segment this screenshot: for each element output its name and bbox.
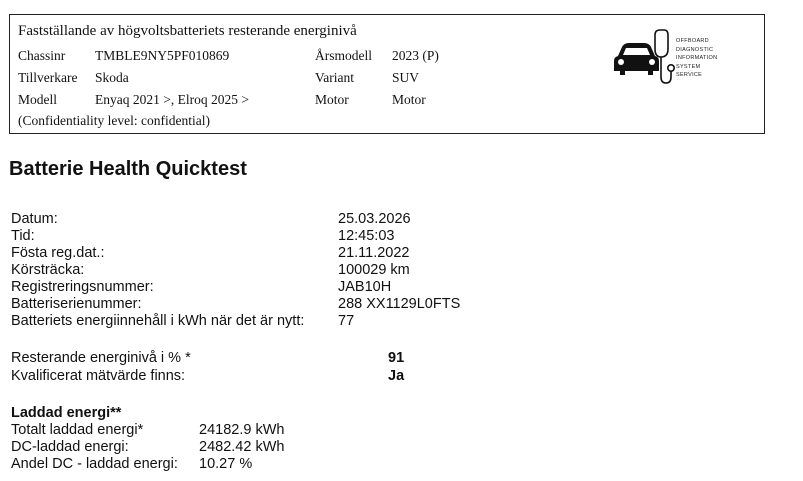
report-title: Batterie Health Quicktest	[9, 158, 247, 180]
logo-text: OFFBOARD DIAGNOSTIC INFORMATION SYSTEM SERVICE	[676, 38, 718, 78]
model-value: Enyaq 2021 >, Elroq 2025 >	[95, 92, 249, 107]
total-charged-label: Totalt laddad energi*	[11, 422, 144, 438]
dc-share-label: Andel DC - laddad energi:	[11, 456, 178, 472]
car-stethoscope-icon	[608, 27, 678, 89]
engine-value: Motor	[392, 92, 426, 107]
first-reg-label: Fösta reg.dat.:	[11, 245, 105, 261]
model-year-label: Årsmodell	[315, 48, 372, 63]
capacity-label: Batteriets energiinnehåll i kWh när det är nytt:	[11, 313, 305, 329]
time-value: 12:45:03	[338, 228, 395, 244]
battery-serial-value: 288 XX1129L0FTS	[338, 296, 461, 312]
date-value: 25.03.2026	[338, 211, 411, 227]
maker-label: Tillverkare	[18, 70, 78, 85]
registration-value: JAB10H	[338, 279, 392, 295]
engine-label: Motor	[315, 92, 349, 107]
odis-logo	[608, 27, 738, 97]
model-label: Modell	[18, 92, 57, 107]
remaining-value: 91	[388, 350, 405, 366]
qualified-label: Kvalificerat mätvärde finns:	[11, 368, 186, 384]
dc-share-value: 10.27 %	[199, 456, 253, 472]
battery-serial-label: Batteriserienummer:	[11, 296, 142, 312]
mileage-value: 100029 km	[338, 262, 410, 278]
mileage-label: Körsträcka:	[11, 262, 85, 278]
dc-charged-label: DC-laddad energi:	[11, 439, 129, 455]
date-label: Datum:	[11, 211, 58, 227]
chassis-value: TMBLE9NY5PF010869	[95, 48, 230, 63]
registration-label: Registreringsnummer:	[11, 279, 154, 295]
first-reg-value: 21.11.2022	[338, 245, 410, 261]
model-year-value: 2023 (P)	[392, 48, 439, 63]
maker-value: Skoda	[95, 70, 129, 85]
total-charged-value: 24182.9 kWh	[199, 422, 285, 438]
variant-value: SUV	[392, 70, 420, 85]
remaining-label: Resterande energinivå i % *	[11, 350, 191, 366]
time-label: Tid:	[11, 228, 35, 244]
dc-charged-value: 2482.42 kWh	[199, 439, 285, 455]
variant-label: Variant	[315, 70, 354, 85]
confidentiality-note: (Confidentiality level: confidential)	[18, 113, 210, 128]
charged-heading: Laddad energi**	[11, 405, 122, 421]
chassis-label: Chassinr	[18, 48, 66, 63]
header-title: Fastställande av högvoltsbatteriets resterande energinivå	[18, 23, 357, 39]
capacity-value: 77	[338, 313, 355, 329]
qualified-value: Ja	[388, 368, 405, 384]
vehicle-header-box	[9, 14, 765, 134]
